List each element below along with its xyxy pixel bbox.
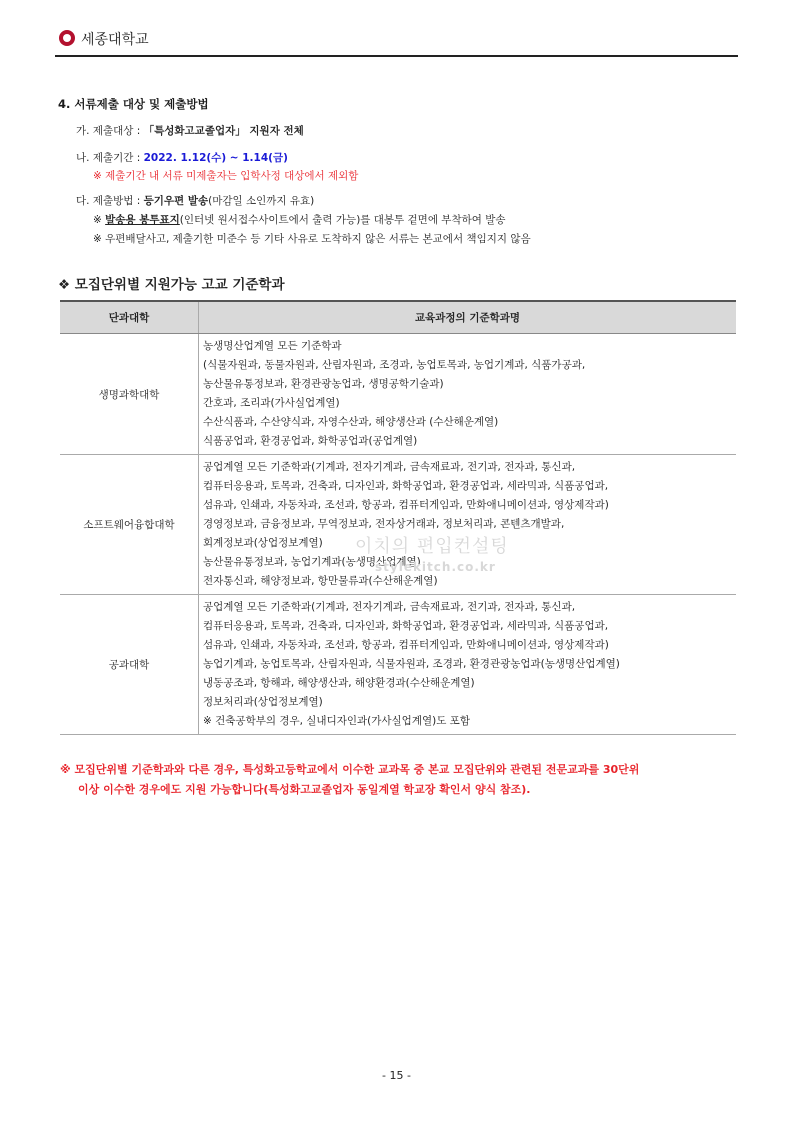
table-header-row [60, 301, 736, 334]
college-name: 공과대학 [60, 595, 199, 735]
department-list: 농생명산업계열 모든 기준학과 (식물자원과, 동물자원과, 산림자원과, 조경과, 농업토목과, 농업기계과, 식품가공과, 농산물유통정보과, 환경관광농업과, 생명공학기술과) 간호과, 조리과(가사실업계열) 수산식품과, 수산양식과, 자영수산과, 해양생산과 (수산해운계열) 식품공업과, 환경공업과, 화학공업과(공업계열) [199, 334, 737, 455]
table-row [60, 334, 736, 455]
item-na-value: 2022. 1.12(수) ~ 1.14(금) [143, 152, 288, 164]
table-section-title: ❖ 모집단위별 지원가능 고교 기준학과 [58, 277, 285, 293]
bottom-note [60, 760, 740, 800]
item-ga-value: 「특성화고교졸업자」 지원자 전체 [143, 125, 304, 137]
bottom-note-line-2: 이상 이수한 경우에도 지원 가능합니다(특성화고교졸업자 동일계열 학교장 확인서 양식 참조). [78, 783, 531, 796]
item-na-note: ※ 제출기간 내 서류 미제출자는 입학사정 대상에서 제외함 [93, 170, 359, 182]
bottom-note-line-1: ※ 모집단위별 기준학과와 다른 경우, 특성화고등학교에서 이수한 교과목 중 본교 모집단위와 관련된 전문교과를 30단위 [60, 763, 640, 776]
college-name: 생명과학대학 [60, 334, 199, 455]
item-da-note-2: ※ 우편배달사고, 제출기한 미준수 등 기타 사유로 도착하지 않은 서류는 본교에서 책임지지 않음 [93, 233, 531, 245]
department-table [60, 300, 736, 735]
university-name: 세종대학교 [81, 32, 149, 48]
watermark-text: 이치의 편입컨설팅 [355, 536, 509, 557]
department-list: 공업계열 모든 기준학과(기계과, 전자기계과, 금속재료과, 전기과, 전자과, 통신과, 컴퓨터응용과, 토목과, 건축과, 디자인과, 화학공업과, 환경공업과, 세라믹과, 식품공업과, 섬유과, 인쇄과, 자동차과, 조선과, 항공과, 컴퓨터게임과, 만화애니메이션과, 영상제작과) 경영정보과, 금융정보과, 무역정보과, 전자상거래과, 정보처리과, 콘텐츠개발과, 회계정보과(상업정보계열) 농산물유통정보과, 농업기계과(농생명산업계열) 전자통신과, 해양정보과, 항만물류과(수산해운계열) [199, 455, 737, 595]
item-da-value: 등기우편 발송 [143, 195, 209, 207]
college-name: 소프트웨어융합대학 [60, 455, 199, 595]
item-ga [76, 123, 304, 138]
page-number: - 15 - [382, 1069, 411, 1082]
university-logo-icon [59, 30, 75, 46]
item-da-label: 다. 제출방법 : [76, 195, 144, 207]
item-da [76, 193, 314, 208]
item-na-label: 나. 제출기간 : [76, 152, 144, 164]
watermark-url: stylekitch.co.kr [375, 560, 496, 574]
department-list: 공업계열 모든 기준학과(기계과, 전자기계과, 금속재료과, 전기과, 전자과, 통신과, 컴퓨터응용과, 토목과, 건축과, 디자인과, 화학공업과, 환경공업과, 세라믹과, 식품공업과, 섬유과, 인쇄과, 자동차과, 조선과, 항공과, 컴퓨터게임과, 만화애니메이션과, 영상제작과) 농업기계과, 농업토목과, 산림자원과, 식물자원과, 조경과, 환경관광농업과(농생명산업계열) 냉동공조과, 항해과, 해양생산과, 해양환경과(수산해운계열) 정보처리과(상업정보계열) ※ 건축공학부의 경우, 실내디자인과(가사실업계열)도 포함 [199, 595, 737, 735]
table-row [60, 595, 736, 735]
item-na [76, 150, 288, 165]
item-da-suffix: (마감일 소인까지 유효) [208, 195, 315, 207]
item-da-note-1: ※ 발송용 봉투표지(인터넷 원서접수사이트에서 출력 가능)를 대봉투 겉면에 부착하여 발송 [93, 214, 506, 226]
envelope-label-text: 발송용 봉투표지 [105, 214, 180, 226]
table-header-departments: 교육과정의 기준학과명 [199, 301, 737, 334]
item-ga-label: 가. 제출대상 : [76, 125, 144, 137]
table-header-college: 단과대학 [60, 301, 199, 334]
section-4-title: 4. 서류제출 대상 및 제출방법 [58, 97, 209, 111]
page-header [55, 27, 738, 57]
